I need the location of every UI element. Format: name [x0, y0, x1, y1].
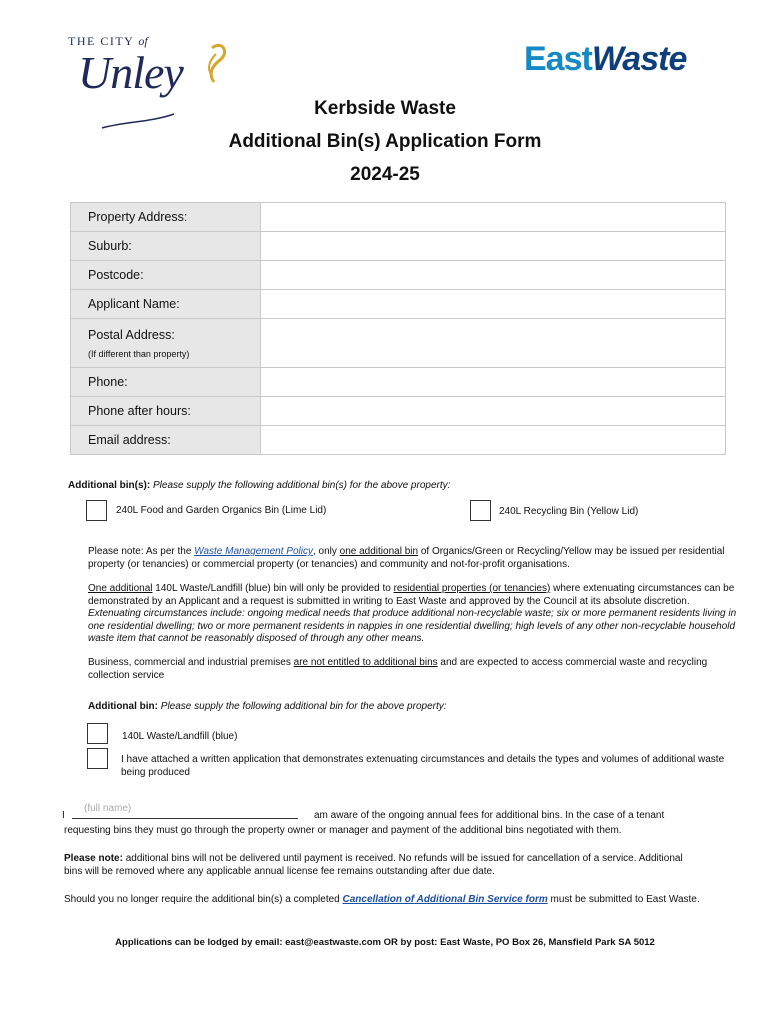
policy-note	[88, 546, 740, 571]
business-note-text-b: and are expected to access commercial waste and recycling collection service	[88, 657, 708, 681]
waste-management-policy-link[interactable]: Waste Management Policy	[194, 546, 313, 557]
recycling-bin-label: 240L Recycling Bin (Yellow Lid)	[499, 506, 639, 517]
landfill-note-text-a: 140L Waste/Landfill (blue) bin will only be provided to	[152, 583, 394, 594]
postal-address-label	[71, 319, 261, 368]
landfill-bin-checkbox[interactable]	[87, 723, 108, 744]
cancellation-note-text-a: Should you no longer require the additional bin(s) a completed	[64, 894, 343, 905]
landfill-note-text-b: where extenuating circumstances can be demonstrated by an Applicant and a request is submitted in writing to East Waste and approved by the Council at its absolute discretion.	[88, 583, 735, 607]
postal-address-label-text: Postal Address:	[88, 327, 175, 342]
landfill-note-italic: Extenuating circumstances include: ongoing medical needs that produce additional non-recyclable waste; six or more permanent residents living in one residential dwelling; two or more permanent residents in nappies in one residential dwelling; high levels of any other non-recyclable household waste item that cannot be reasonably disposed of through any other means.	[88, 608, 737, 644]
payment-note-heading: Please note:	[64, 853, 123, 864]
declaration-text-1: am aware of the ongoing annual fees for additional bins. In the case of a tenant	[314, 810, 665, 821]
written-application-checkbox[interactable]	[87, 748, 108, 769]
email-address-label: Email address:	[71, 426, 261, 455]
postcode-label: Postcode:	[71, 261, 261, 290]
suburb-label: Suburb:	[71, 232, 261, 261]
recycling-bin-checkbox[interactable]	[470, 500, 491, 521]
applicant-details-table	[70, 202, 726, 455]
applicant-name-label: Applicant Name:	[71, 290, 261, 319]
unley-city-text: THE CITY of	[68, 34, 148, 48]
postal-address-note: (If different than property)	[88, 348, 190, 359]
lodgement-footer: Applications can be lodged by email: east@eastwaste.com OR by post: East Waste, PO Box 26, Mansfield Park SA 5012	[115, 937, 655, 948]
applicant-name-field[interactable]	[261, 290, 726, 319]
policy-note-text-a: Please note: As per the	[88, 546, 195, 557]
payment-note-text: additional bins will not be delivered until payment is received. No refunds will be issued for cancellation of a service. Additional bins will be removed where any applicable annual license fee remains outstanding after due date.	[64, 853, 683, 877]
postal-address-field[interactable]	[261, 319, 726, 368]
postcode-field[interactable]	[261, 261, 726, 290]
written-application-label: I have attached a written application that demonstrates extenuating circumstances and details the types and volumes of additional waste being produced	[121, 754, 725, 778]
phone-after-hours-field[interactable]	[261, 397, 726, 426]
suburb-field[interactable]	[261, 232, 726, 261]
additional-bins-heading: Additional bin(s):	[68, 480, 151, 491]
organics-bin-checkbox[interactable]	[86, 500, 107, 521]
additional-bin-heading: Additional bin:	[88, 701, 158, 712]
policy-note-underlined: one additional bin	[339, 546, 419, 557]
eastwaste-logo-waste: Waste	[591, 40, 687, 78]
landfill-note-underlined-2: residential properties (or tenancies)	[393, 583, 551, 594]
additional-bin-instruction	[88, 701, 740, 714]
phone-field[interactable]	[261, 368, 726, 397]
title-line-3: 2024-25	[350, 164, 420, 185]
eastwaste-logo-east: East	[524, 40, 592, 78]
organics-bin-label: 240L Food and Garden Organics Bin (Lime Lid)	[116, 505, 327, 516]
policy-note-text-b: , only	[312, 546, 340, 557]
property-address-label: Property Address:	[71, 203, 261, 232]
declaration-text-2: requesting bins they must go through the property owner or manager and payment of the additional bins negotiated with them.	[64, 825, 622, 836]
additional-bins-instruction-text: Please supply the following additional bin(s) for the above property:	[150, 480, 451, 491]
landfill-bin-note	[88, 583, 740, 646]
title-line-1: Kerbside Waste	[314, 98, 456, 119]
unley-name-text: Unley	[78, 47, 183, 98]
title-line-2: Additional Bin(s) Application Form	[228, 131, 542, 152]
phone-after-hours-label: Phone after hours:	[71, 397, 261, 426]
additional-bin-instruction-text: Please supply the following additional bin for the above property:	[158, 701, 447, 712]
landfill-note-underlined-1: One additional	[88, 583, 153, 594]
business-note-underlined: are not entitled to additional bins	[293, 657, 438, 668]
email-address-field[interactable]	[261, 426, 726, 455]
cancellation-form-link[interactable]: Cancellation of Additional Bin Service form	[342, 894, 548, 905]
cancellation-note	[64, 894, 724, 907]
business-note-text-a: Business, commercial and industrial premises	[88, 657, 294, 668]
landfill-bin-label: 140L Waste/Landfill (blue)	[122, 731, 238, 742]
cancellation-note-text-b: must be submitted to East Waste.	[547, 894, 700, 905]
payment-note	[64, 853, 688, 878]
policy-note-text-c: of Organics/Green or Recycling/Yellow may be issued per residential property (or tenancies) or commercial property (or tenancies) and community and not-for-profit organisations.	[88, 546, 725, 570]
phone-label: Phone:	[71, 368, 261, 397]
business-note	[88, 657, 740, 682]
additional-bins-instruction	[68, 480, 728, 493]
eastwaste-logo	[524, 40, 686, 79]
declaration-prefix: I	[62, 810, 65, 821]
full-name-input[interactable]	[72, 799, 298, 819]
property-address-field[interactable]	[261, 203, 726, 232]
